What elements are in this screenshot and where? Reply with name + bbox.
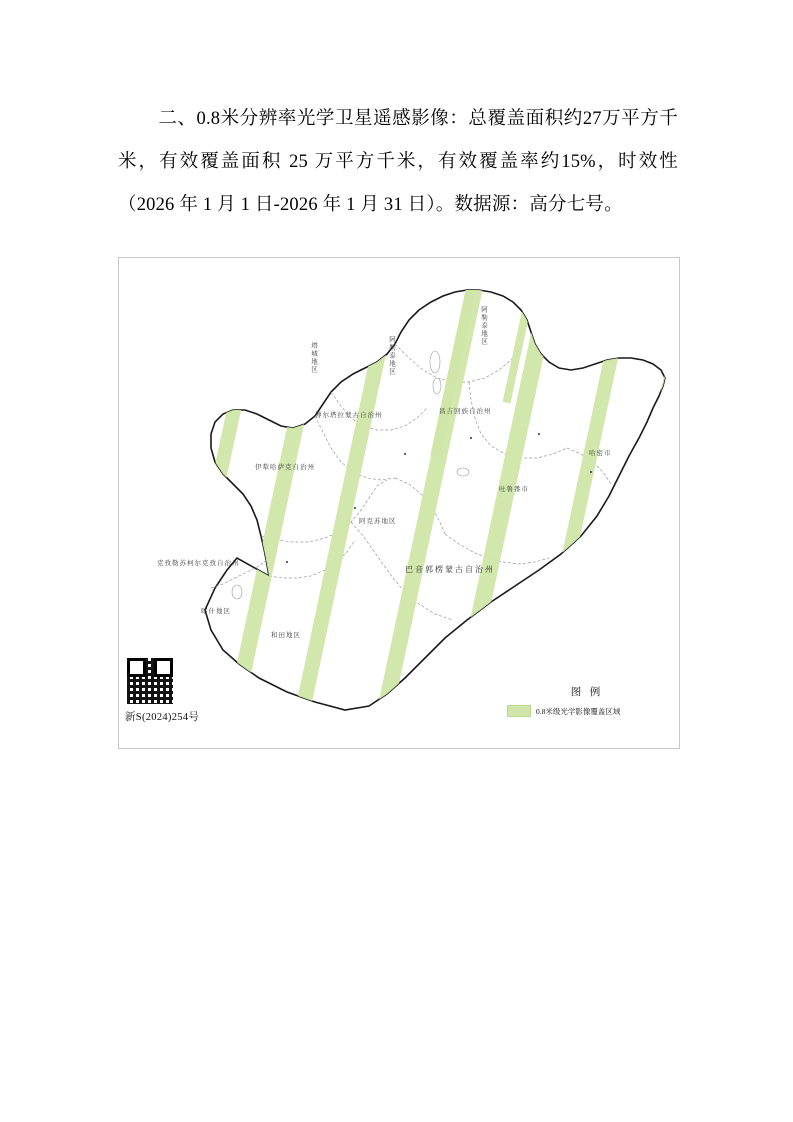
page-title	[118, 98, 678, 227]
qr-code-markers	[127, 658, 173, 704]
map-label-aksu: 阿克苏地区	[359, 518, 397, 525]
map-graphic	[119, 258, 679, 748]
map-label-kashgar: 喀什地区	[201, 608, 231, 615]
map-label-kizilsu: 克孜勒苏柯尔克孜自治州	[157, 560, 240, 567]
legend-swatch-icon	[507, 705, 531, 717]
map-legend	[507, 684, 667, 717]
map-label-turpan: 吐鲁番市	[499, 486, 529, 493]
paragraph-text: 二、0.8米分辨率光学卫星遥感影像：总覆盖面积约27万平方千米，有效覆盖面积 25 万平方千米，有效覆盖率约15%，时效性（2026 年 1 月 1 日-2026 年 1 月 31 日）。数据源：高分七号。	[118, 109, 678, 215]
map-label-bortala: 博尔塔拉蒙古自治州	[315, 412, 383, 419]
legend-item-label: 0.8米级光学影像覆盖区域	[536, 706, 621, 716]
map-approval-number: 新S(2024)254号	[125, 712, 200, 723]
legend-title: 图 例	[570, 687, 604, 698]
map-label-bayingolin: 巴音郭楞蒙古自治州	[405, 565, 495, 574]
map-figure	[118, 257, 680, 749]
map-label-tacheng: 塔城地区	[310, 342, 317, 374]
map-label-altay: 阿勒泰地区	[388, 336, 395, 376]
map-label-hami: 哈密市	[589, 450, 612, 457]
map-label-ili: 伊犁哈萨克自治州	[255, 464, 315, 471]
map-label-altay-2: 阿勒泰地区	[480, 306, 487, 346]
map-label-changji: 昌吉回族自治州	[439, 408, 492, 415]
map-label-hotan: 和田地区	[271, 632, 301, 639]
legend-item	[507, 705, 667, 717]
